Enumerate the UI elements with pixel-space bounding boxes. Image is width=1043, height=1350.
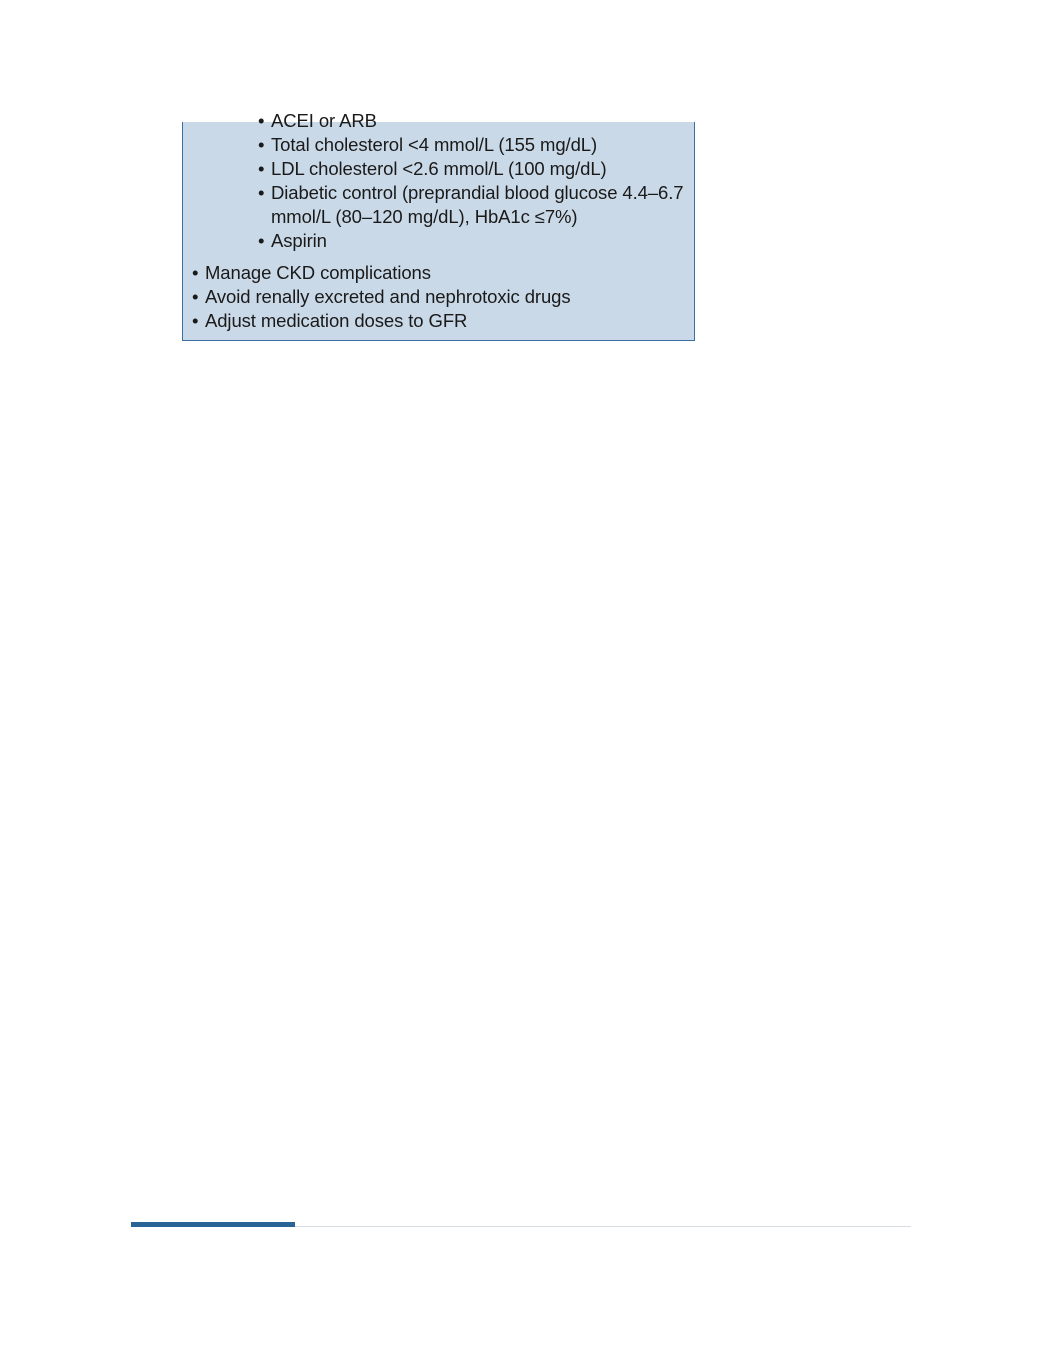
list-item-aspirin: • Aspirin — [258, 229, 698, 253]
list-item-diabetic-control: • Diabetic control (preprandial blood glucose 4.4–6.7 mmol/L (80–120 mg/dL), HbA1c ≤7%) — [258, 181, 698, 229]
list-item-avoid-drugs: • Avoid renally excreted and nephrotoxic drugs — [192, 285, 692, 309]
list-item-adjust-doses: • Adjust medication doses to GFR — [192, 309, 692, 333]
list-item-acei-arb: • ACEI or ARB — [258, 109, 698, 133]
list-item-ldl-cholesterol: • LDL cholesterol <2.6 mmol/L (100 mg/dL) — [258, 157, 698, 181]
recommendation-box — [182, 110, 695, 341]
footer-accent-bar — [131, 1222, 295, 1227]
list-item-total-cholesterol: • Total cholesterol <4 mmol/L (155 mg/dL) — [258, 133, 698, 157]
sub-list — [258, 109, 698, 253]
list-item-manage-ckd: • Manage CKD complications — [192, 261, 692, 285]
main-list — [192, 261, 692, 333]
